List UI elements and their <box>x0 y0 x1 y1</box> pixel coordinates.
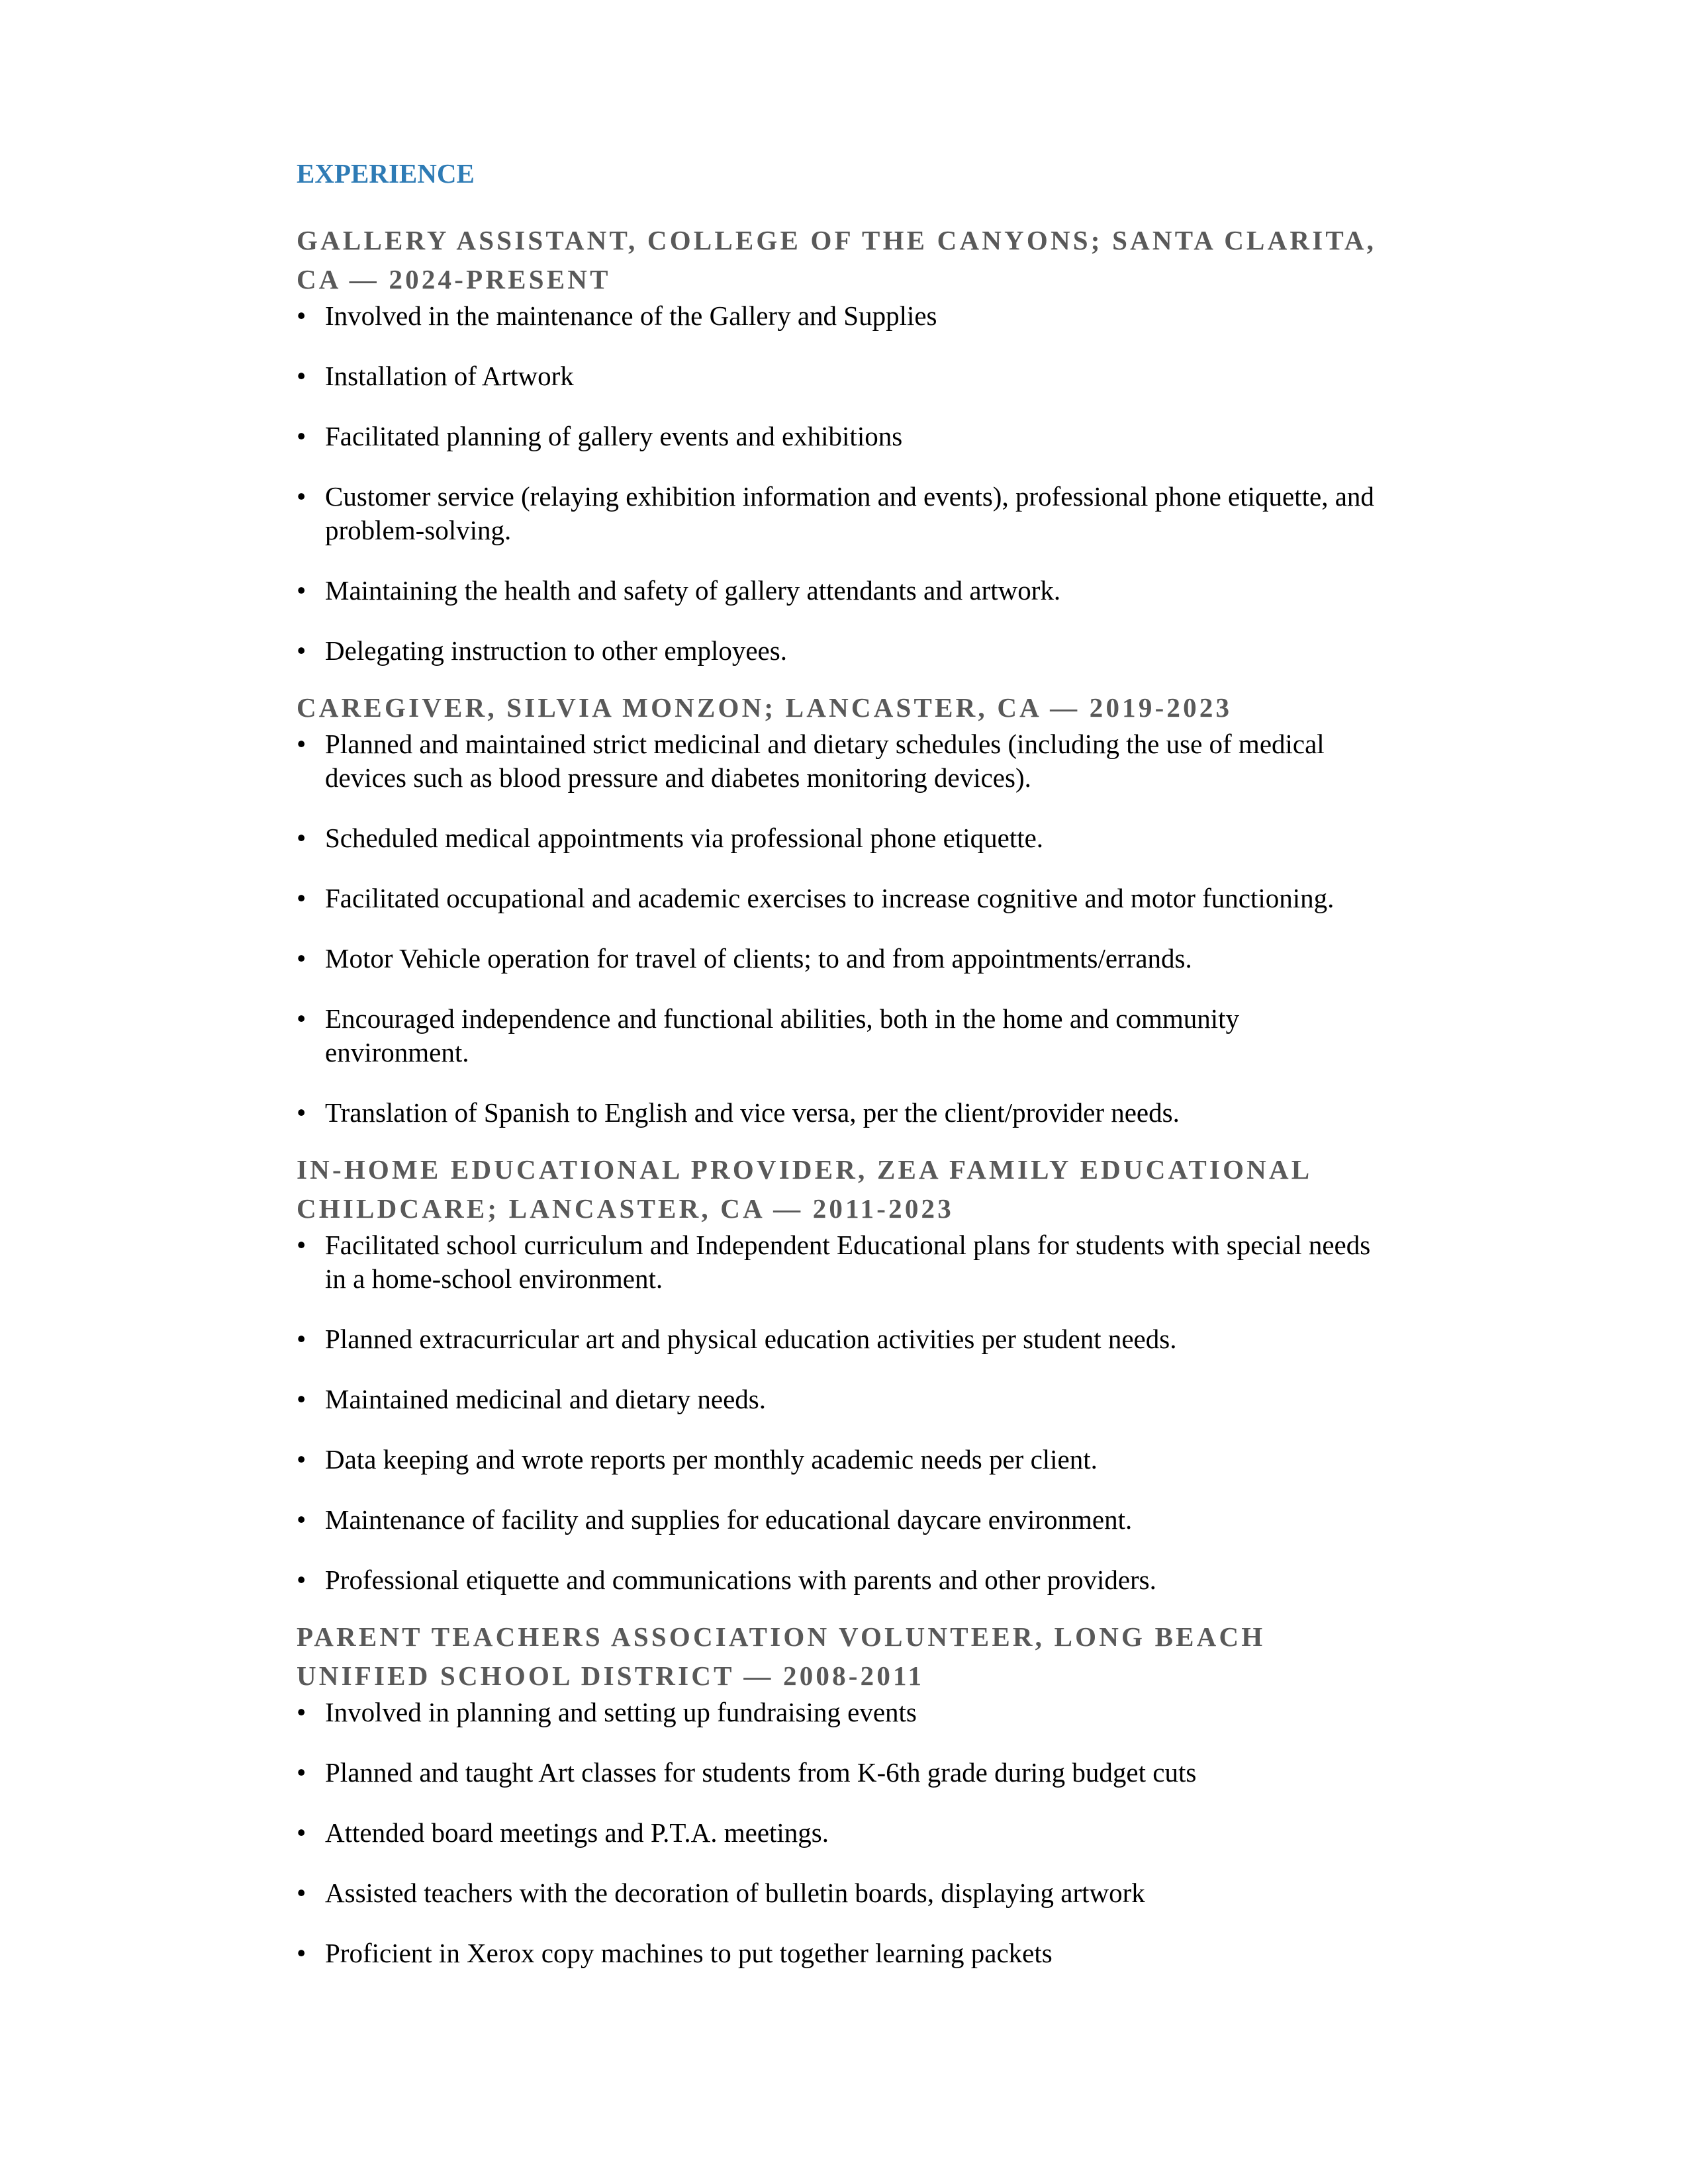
bullet-text: Scheduled medical appointments via professional phone etiquette. <box>325 823 1044 853</box>
job-bullet <box>297 1756 1382 1790</box>
bullet-text: Delegating instruction to other employees. <box>325 635 787 666</box>
job-bullet <box>297 882 1382 915</box>
job-bullet <box>297 359 1382 393</box>
bullet-text: Translation of Spanish to English and vice versa, per the client/provider needs. <box>325 1097 1180 1128</box>
bullet-icon: • <box>297 1504 306 1535</box>
bullet-icon: • <box>297 1697 306 1727</box>
bullet-text: Planned and taught Art classes for students from K-6th grade during budget cuts <box>325 1757 1197 1788</box>
job-entry <box>297 1150 1382 1597</box>
bullet-text: Assisted teachers with the decoration of bulletin boards, displaying artwork <box>325 1878 1145 1908</box>
job-bullet <box>297 1936 1382 1970</box>
bullet-text: Facilitated planning of gallery events and exhibitions <box>325 421 903 451</box>
bullet-icon: • <box>297 1817 306 1848</box>
bullet-text: Facilitated school curriculum and Independent Educational plans for students with special needs in a home-school environment. <box>325 1230 1371 1294</box>
bullet-text: Planned and maintained strict medicinal and dietary schedules (including the use of medical devices such as blood pressure and diabetes monitoring devices). <box>325 729 1325 793</box>
job-title: GALLERY ASSISTANT, COLLEGE OF THE CANYONS; SANTA CLARITA, CA — 2024-PRESENT <box>297 225 1377 295</box>
bullet-icon: • <box>297 883 306 913</box>
bullet-icon: • <box>297 823 306 853</box>
job-bullet-list <box>297 727 1382 1130</box>
job-bullet <box>297 727 1382 795</box>
bullet-icon: • <box>297 1938 306 1968</box>
job-bullet <box>297 1443 1382 1477</box>
job-bullet <box>297 1816 1382 1850</box>
bullet-text: Data keeping and wrote reports per monthly academic needs per client. <box>325 1444 1098 1475</box>
bullet-icon: • <box>297 1565 306 1595</box>
job-bullet-list <box>297 1228 1382 1597</box>
bullet-text: Customer service (relaying exhibition information and events), professional phone etiquette, and problem-solving. <box>325 481 1374 545</box>
bullet-icon: • <box>297 1324 306 1354</box>
job-bullet <box>297 1876 1382 1910</box>
bullet-text: Installation of Artwork <box>325 361 574 391</box>
job-bullet <box>297 299 1382 333</box>
bullet-icon: • <box>297 1230 306 1260</box>
job-entry <box>297 221 1382 668</box>
bullet-icon: • <box>297 1444 306 1475</box>
job-bullet <box>297 1228 1382 1296</box>
bullet-text: Involved in planning and setting up fundraising events <box>325 1697 917 1727</box>
job-bullet <box>297 821 1382 855</box>
job-bullet <box>297 1503 1382 1537</box>
bullet-icon: • <box>297 481 306 512</box>
job-title: IN-HOME EDUCATIONAL PROVIDER, ZEA FAMILY EDUCATIONAL CHILDCARE; LANCASTER, CA — 2011-2023 <box>297 1154 1311 1224</box>
job-entry <box>297 688 1382 1130</box>
job-bullet <box>297 480 1382 547</box>
job-bullet <box>297 1002 1382 1069</box>
bullet-text: Maintenance of facility and supplies for educational daycare environment. <box>325 1504 1133 1535</box>
bullet-icon: • <box>297 361 306 391</box>
job-bullet <box>297 1696 1382 1729</box>
bullet-text: Planned extracurricular art and physical education activities per student needs. <box>325 1324 1177 1354</box>
bullet-text: Attended board meetings and P.T.A. meetings. <box>325 1817 829 1848</box>
bullet-icon: • <box>297 943 306 974</box>
bullet-icon: • <box>297 575 306 606</box>
job-bullet <box>297 942 1382 976</box>
bullet-icon: • <box>297 421 306 451</box>
job-bullet <box>297 1383 1382 1416</box>
job-bullet-list <box>297 299 1382 668</box>
bullet-text: Professional etiquette and communications with parents and other providers. <box>325 1565 1156 1595</box>
bullet-text: Motor Vehicle operation for travel of clients; to and from appointments/errands. <box>325 943 1192 974</box>
bullet-text: Maintaining the health and safety of gallery attendants and artwork. <box>325 575 1061 606</box>
bullet-icon: • <box>297 1757 306 1788</box>
bullet-icon: • <box>297 1878 306 1908</box>
job-bullet <box>297 420 1382 453</box>
job-entry <box>297 1617 1382 1970</box>
job-bullet <box>297 1322 1382 1356</box>
bullet-text: Involved in the maintenance of the Gallery and Supplies <box>325 300 937 331</box>
job-bullet <box>297 634 1382 668</box>
section-heading-experience: EXPERIENCE <box>297 158 475 189</box>
resume-page <box>297 156 1382 1970</box>
bullet-text: Proficient in Xerox copy machines to put together learning packets <box>325 1938 1053 1968</box>
job-bullet-list <box>297 1696 1382 1970</box>
bullet-text: Facilitated occupational and academic exercises to increase cognitive and motor functioning. <box>325 883 1335 913</box>
bullet-icon: • <box>297 635 306 666</box>
bullet-text: Encouraged independence and functional abilities, both in the home and community environment. <box>325 1003 1240 1068</box>
job-bullet <box>297 1096 1382 1130</box>
bullet-text: Maintained medicinal and dietary needs. <box>325 1384 767 1414</box>
job-title: CAREGIVER, SILVIA MONZON; LANCASTER, CA — 2019-2023 <box>297 692 1233 723</box>
bullet-icon: • <box>297 1003 306 1034</box>
job-bullet <box>297 1563 1382 1597</box>
job-bullet <box>297 574 1382 608</box>
bullet-icon: • <box>297 300 306 331</box>
job-title: PARENT TEACHERS ASSOCIATION VOLUNTEER, LONG BEACH UNIFIED SCHOOL DISTRICT — 2008-2011 <box>297 1621 1266 1691</box>
bullet-icon: • <box>297 729 306 759</box>
bullet-icon: • <box>297 1097 306 1128</box>
bullet-icon: • <box>297 1384 306 1414</box>
